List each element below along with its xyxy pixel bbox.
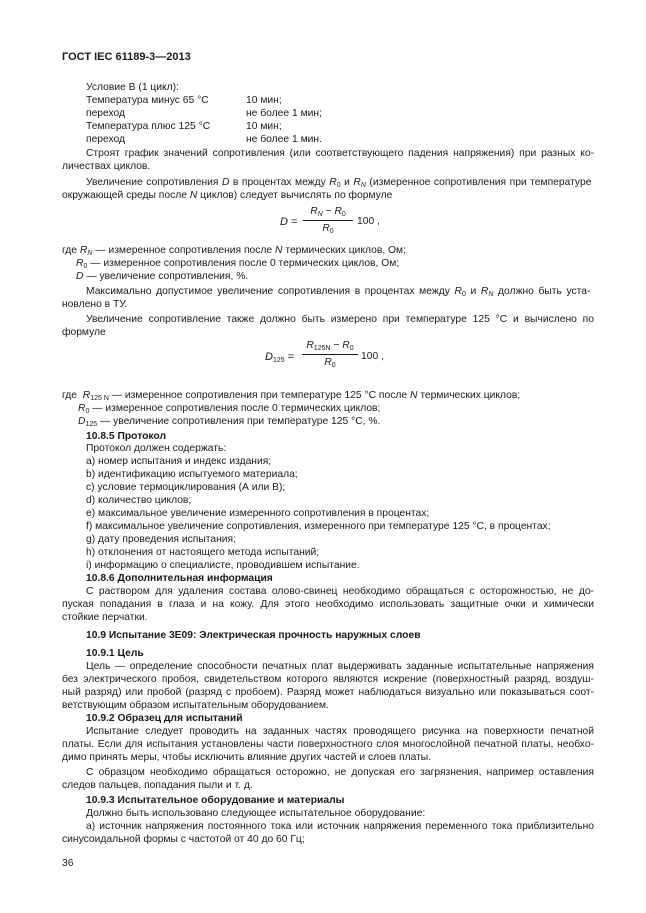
- paragraph-line: Цель — определение способности печатных плат выдерживать заданные испытательные напряжения: [86, 661, 594, 672]
- paragraph-line: стойкие перчатки.: [62, 612, 148, 623]
- page-number: 36: [62, 858, 74, 869]
- paragraph-line: Строят график значений сопротивления (или соответствующего падения напряжения) при разных ко-: [86, 148, 594, 159]
- list-item: e) максимальное увеличение измеренного сопротивления в процентах;: [86, 508, 430, 519]
- paragraph-line: димо принять меры, чтобы исключить влияние других частей и слоев платы.: [62, 752, 432, 763]
- cond-row-value: не более 1 мин.: [246, 134, 322, 145]
- paragraph-line: Увеличение сопротивление также должно быть измерено при температуре 125 °С и вычислено по: [86, 314, 594, 325]
- cond-row-value: 10 мин;: [246, 121, 282, 132]
- paragraph-line: окружающей среды после N циклов) следует вычислять по формуле: [62, 190, 393, 201]
- where-line: $R_0$ — измеренное сопротивления после 0 термических циклов;: [78, 403, 381, 415]
- cond-row-label: переход: [86, 108, 126, 119]
- list-item: c) условие термоциклирования (А или В);: [86, 482, 286, 493]
- list-item: g) дату проведения испытания;: [86, 534, 236, 545]
- paragraph-line: синусоидальной формы с частотой от 40 до 60 Гц;: [62, 834, 305, 845]
- section-heading: 10.9.1 Цель: [86, 648, 144, 659]
- paragraph-line: Максимально допустимое увеличение сопротивления в процентах между $R_0$ и $R_N$ должно быть уста-: [86, 286, 591, 298]
- list-item: i) информацию о специалисте, проводившем испытание.: [86, 560, 360, 571]
- where-line: где $R_N$ — измеренное сопротивления после N термических циклов, Ом;: [62, 245, 406, 257]
- paragraph-line: пуская попадания в глаза и на кожу. Для этого необходимо использовать защитные очки и химически: [62, 599, 594, 610]
- list-item: a) номер испытания и индекс издания;: [86, 456, 272, 467]
- list-item: h) отклонения от настоящего метода испытаний;: [86, 547, 320, 558]
- paragraph-line: формуле: [62, 327, 106, 338]
- paragraph-line: без электрического пробоя, свидетельством которого являются искрение (поверхностный разряд, воздуш-: [62, 674, 594, 685]
- list-item: d) количество циклов;: [86, 495, 192, 506]
- paragraph-line: Увеличение сопротивления D в процентах между $R_0$ и $R_N$ (измеренное сопротивления при температуре: [86, 177, 592, 189]
- section-heading: 10.8.5 Протокол: [86, 431, 167, 442]
- paragraph-line: Протокол должен содержать:: [86, 443, 227, 454]
- where-line: $R_0$ — измеренное сопротивления после 0 термических циклов, Ом;: [76, 258, 400, 270]
- paragraph-line: Испытание следует проводить на заданных частях проводящего рисунка на поверхности печатной: [86, 726, 594, 737]
- section-heading: 10.9 Испытание 3E09: Электрическая прочность наружных слоев: [86, 630, 421, 641]
- paragraph-line: следов пальцев, попадания пыли и т. д.: [62, 780, 253, 791]
- paragraph-line: Должно быть использовано следующее испытательное оборудование:: [86, 808, 426, 819]
- cond-row-label: Температура плюс 125 °С: [86, 121, 211, 132]
- section-heading: 10.8.6 Дополнительная информация: [86, 573, 273, 584]
- where-line: D — увеличение сопротивления, %.: [76, 271, 249, 282]
- list-item: b) идентификацию испытуемого материала;: [86, 469, 298, 480]
- cond-row-value: 10 мин;: [246, 95, 282, 106]
- where-line: где $R_{125 N}$ — измеренное сопротивления при температуре 125 °С после N термических циклов;: [62, 390, 521, 402]
- paragraph-line: новлено в ТУ.: [62, 299, 128, 310]
- condition-b-title: Условие В (1 цикл):: [86, 82, 179, 93]
- where-line: $D_{125}$ — увеличение сопротивления при температуре 125 °С, %.: [78, 416, 381, 428]
- paragraph-line: а) источник напряжения постоянного тока или источник напряжения переменного тока приблизительно: [86, 821, 594, 832]
- list-item: f) максимальное увеличение сопротивления, измеренного при температуре 125 °С, в процентах;: [86, 521, 551, 532]
- document-header: ГОСТ IEC 61189-3—2013: [62, 51, 191, 63]
- paragraph-line: С раствором для удаления состава олово-свинец необходимо обращаться с осторожностью, не до-: [86, 586, 594, 597]
- paragraph-line: ветствующим образом испытательным оборудованием.: [62, 700, 329, 711]
- paragraph-line: платы. Если для испытания установлены части поверхностного слоя многослойной печатной платы, необхо-: [62, 739, 594, 750]
- cond-row-label: Температура минус 65 °С: [86, 95, 209, 106]
- cond-row-value: не более 1 мин;: [246, 108, 322, 119]
- section-heading: 10.9.2 Образец для испытаний: [86, 713, 243, 724]
- paragraph-line: С образцом необходимо обращаться осторожно, не допуская его загрязнения, например оставления: [86, 767, 594, 778]
- paragraph-line: ный разряд) или пробой (разряд с пробоем). Разряд может наблюдаться визуально или показываться соот-: [62, 687, 594, 698]
- section-heading: 10.9.3 Испытательное оборудование и материалы: [86, 795, 345, 806]
- cond-row-label: переход: [86, 134, 126, 145]
- paragraph-line: личествах циклов.: [62, 161, 151, 172]
